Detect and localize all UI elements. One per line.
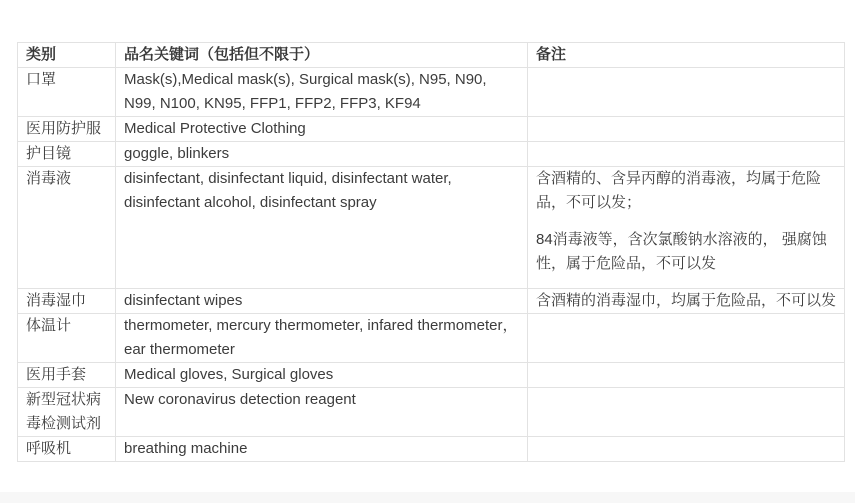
cell-notes [528, 68, 845, 117]
cell-notes [528, 437, 845, 462]
cell-category: 医用手套 [18, 363, 116, 388]
cell-category: 体温计 [18, 314, 116, 363]
footer-strip [0, 492, 855, 503]
cell-keywords: New coronavirus detection reagent [116, 388, 528, 437]
cell-keywords: thermometer, mercury thermometer, infared thermometer， ear thermometer [116, 314, 528, 363]
cell-keywords: Medical gloves, Surgical gloves [116, 363, 528, 388]
cell-keywords: goggle, blinkers [116, 142, 528, 167]
cell-keywords: breathing machine [116, 437, 528, 462]
cell-notes [528, 388, 845, 437]
cell-notes [528, 167, 845, 289]
cell-category: 消毒液 [18, 167, 116, 289]
table-row [18, 388, 845, 437]
cell-keywords: disinfectant wipes [116, 289, 528, 314]
cell-category: 新型冠状病毒检测试剂 [18, 388, 116, 437]
table-header-row [18, 43, 845, 68]
cell-category: 护目镜 [18, 142, 116, 167]
table-row [18, 289, 845, 314]
cell-notes [528, 314, 845, 363]
cell-notes [528, 142, 845, 167]
table-row [18, 314, 845, 363]
table-body [18, 68, 845, 462]
note-paragraph: 84消毒液等，含次氯酸钠水溶液的， 强腐蚀性，属于危险品，不可以发 [536, 231, 827, 272]
cell-notes [528, 363, 845, 388]
cell-notes [528, 117, 845, 142]
table-row [18, 363, 845, 388]
table-row [18, 68, 845, 117]
table-row [18, 167, 845, 289]
keywords-table [17, 42, 845, 462]
table-row [18, 142, 845, 167]
cell-keywords: Medical Protective Clothing [116, 117, 528, 142]
table-row [18, 437, 845, 462]
note-paragraph: 含酒精的消毒湿巾，均属于危险品，不可以发 [536, 292, 837, 309]
cell-category: 口罩 [18, 68, 116, 117]
cell-keywords: Mask(s),Medical mask(s), Surgical mask(s), N95, N90, N99, N100, KN95, FFP1, FFP2, FFP3, KF94 [116, 68, 528, 117]
table-row [18, 117, 845, 142]
note-paragraph: 含酒精的、含异丙醇的消毒液，均属于危险品，不可以发； [536, 170, 822, 211]
header-category: 类别 [18, 43, 116, 68]
cell-category: 消毒湿巾 [18, 289, 116, 314]
header-notes: 备注 [528, 43, 845, 68]
cell-notes [528, 289, 845, 314]
cell-keywords: disinfectant, disinfectant liquid, disinfectant water, disinfectant alcohol, disinfectant spray [116, 167, 528, 289]
header-keywords: 品名关键词（包括但不限于） [116, 43, 528, 68]
cell-category: 医用防护服 [18, 117, 116, 142]
cell-category: 呼吸机 [18, 437, 116, 462]
